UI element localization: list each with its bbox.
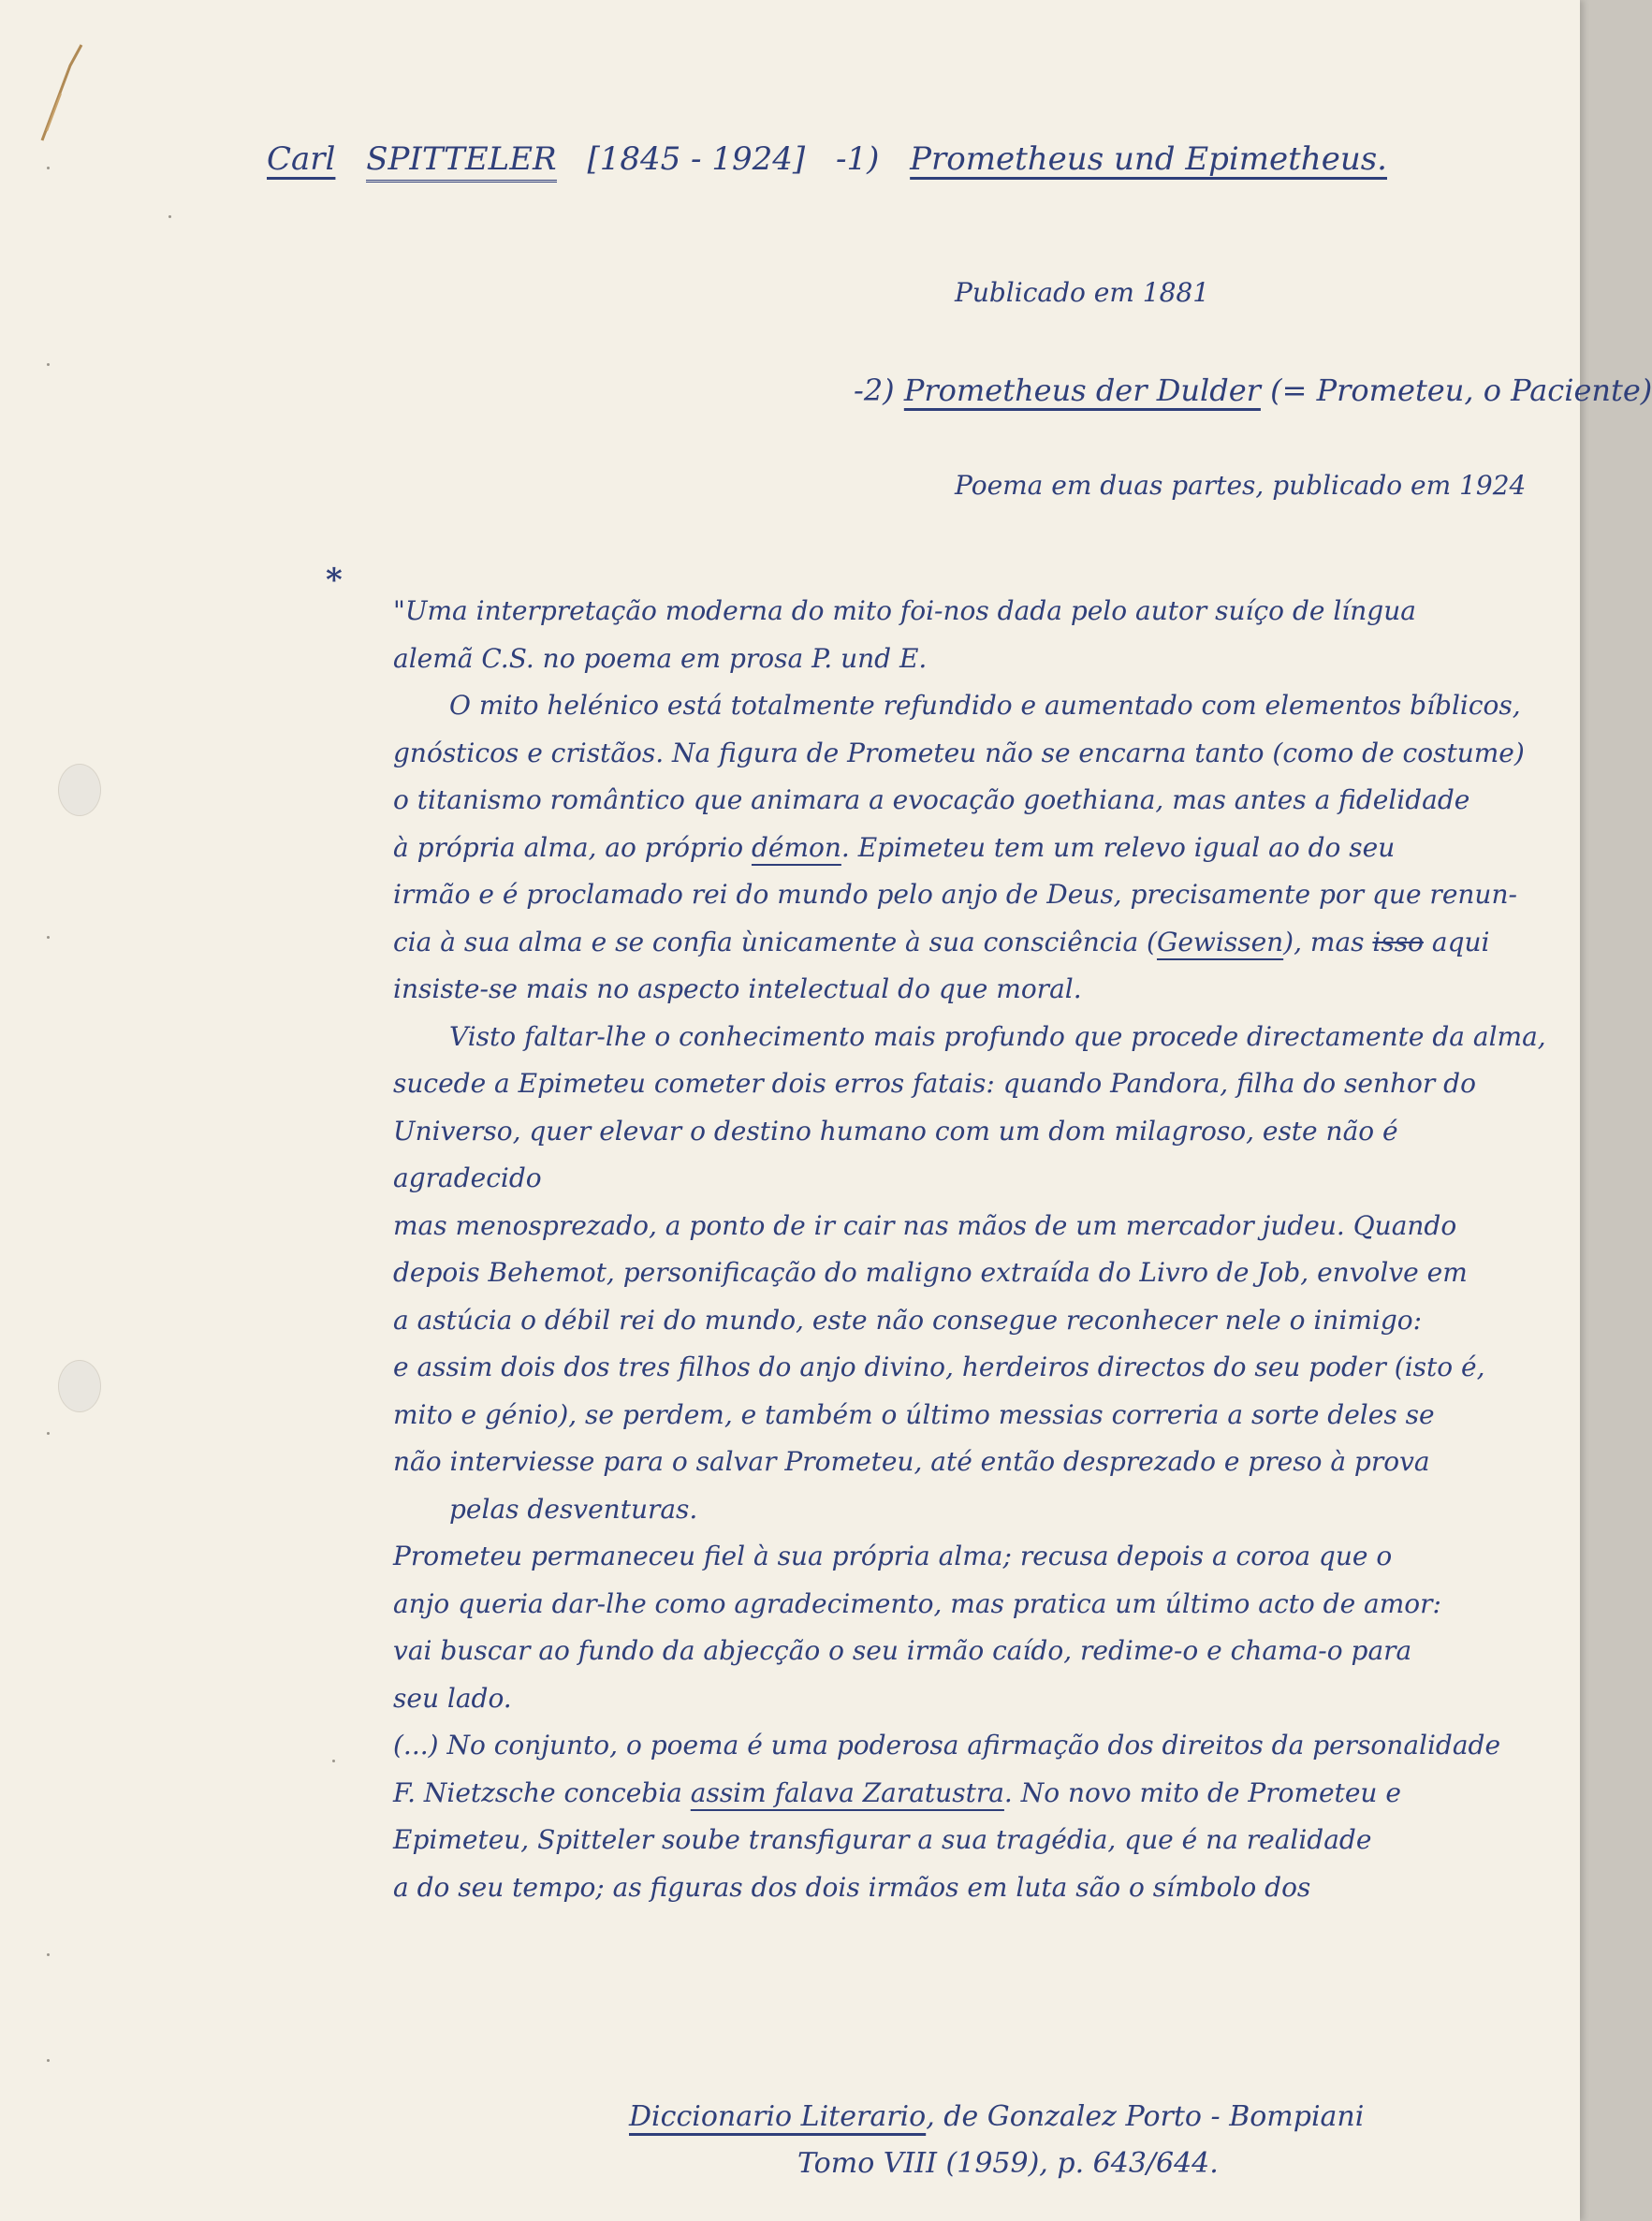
- item-2-translation: (= Prometeu, o Paciente): [1270, 373, 1652, 408]
- quote-text: à própria alma, ao próprio: [393, 831, 752, 863]
- item-2-marker: -2): [854, 373, 895, 408]
- quote-line: depois Behemot, personificação do maligno extraída do Livro de Job, envolve em: [393, 1257, 1468, 1288]
- quote-line: Universo, quer elevar o destino humano com um dom milagroso, este não é agradecido: [393, 1115, 1398, 1193]
- paper-speck: [332, 1760, 335, 1762]
- paper-speck: [47, 167, 50, 169]
- paper-speck: [47, 363, 50, 366]
- quote-line: mas menosprezado, a ponto de ir cair nas mãos de um mercador judeu. Quando: [393, 1209, 1457, 1241]
- quote-text: ), mas: [1283, 926, 1373, 957]
- paper-speck: [47, 936, 50, 939]
- quote-line: [393, 825, 1554, 872]
- item-2-note: Poema em duas partes, publicado em 1924: [955, 470, 1527, 501]
- quote-line: insiste-se mais no aspecto intelectual do que moral.: [393, 973, 1082, 1004]
- quote-line: "Uma interpretação moderna do mito foi-nos dada pelo autor suíço de língua: [393, 595, 1416, 626]
- paper-speck: [47, 2059, 50, 2062]
- quote-text: cia à sua alma e se confia ùnicamente à sua consciência (: [393, 926, 1157, 957]
- quote-body: [393, 588, 1554, 1911]
- quote-line: anjo queria dar-lhe como agradecimento, mas pratica um último acto de amor:: [393, 1587, 1441, 1619]
- asterisk-mark: *: [326, 562, 343, 599]
- item-2-title: Prometheus der Dulder: [903, 373, 1261, 408]
- underlined-title: assim falava Zaratustra: [690, 1776, 1004, 1808]
- quote-line: mito e génio), se perdem, e também o último messias correria a sorte deles se: [393, 1398, 1435, 1430]
- quote-line: vai buscar ao fundo da abjecção o seu irmão caído, redime-o e chama-o para: [393, 1635, 1412, 1666]
- quote-line: Visto faltar-lhe o conhecimento mais profundo que procede directamente da alma,: [449, 1020, 1546, 1052]
- quote-line: O mito helénico está totalmente refundido e aumentado com elementos bíblicos,: [449, 690, 1521, 721]
- quote-line: [393, 1770, 1554, 1818]
- quote-line: irmão e é proclamado rei do mundo pelo anjo de Deus, precisamente por que renun-: [393, 879, 1517, 910]
- quote-line: alemã C.S. no poema em prosa P. und E.: [393, 642, 928, 674]
- quote-line: não interviesse para o salvar Prometeu, até então desprezado e preso à prova: [393, 1446, 1430, 1477]
- quote-line: a astúcia o débil rei do mundo, este não consegue reconhecer nele o inimigo:: [393, 1304, 1423, 1336]
- heading-row: [267, 140, 1408, 183]
- source-line-1: [629, 2100, 1364, 2133]
- quote-text: . Epimeteu tem um relevo igual ao do seu: [841, 831, 1396, 863]
- punch-hole-top: [58, 764, 101, 816]
- item-1-marker: -1): [835, 140, 880, 178]
- torn-corner-mark: [33, 37, 89, 150]
- punch-hole-bottom: [58, 1360, 101, 1412]
- quote-line: gnósticos e cristãos. Na figura de Prometeu não se encarna tanto (como de costume): [393, 737, 1525, 768]
- source-title: Diccionario Literario: [629, 2100, 927, 2133]
- quote-line: seu lado.: [393, 1682, 512, 1714]
- item-1-note: Publicado em 1881: [955, 277, 1210, 308]
- quote-line: pelas desventuras.: [449, 1493, 698, 1525]
- quote-line: Epimeteu, Spitteler soube transfigurar a sua tragédia, que é na realidade: [393, 1824, 1372, 1855]
- item-1-title: Prometheus und Epimetheus.: [910, 140, 1387, 178]
- quote-line: sucede a Epimeteu cometer dois erros fatais: quando Pandora, filha do senhor do: [393, 1068, 1476, 1099]
- quote-line: e assim dois dos tres filhos do anjo divino, herdeiros directos do seu poder (isto é,: [393, 1352, 1485, 1382]
- quote-line: a do seu tempo; as figuras dos dois irmãos em luta são o símbolo dos: [393, 1871, 1311, 1903]
- underlined-word: Gewissen: [1156, 926, 1284, 957]
- paper-speck: [47, 1432, 50, 1435]
- quote-line: [393, 919, 1554, 967]
- quote-line: (...) No conjunto, o poema é uma poderosa afirmação dos direitos da personalidade: [393, 1730, 1501, 1761]
- struck-word: isso: [1372, 926, 1424, 957]
- author-surname: SPITTELER: [366, 140, 556, 183]
- item-2-row: [854, 373, 1652, 408]
- quote-text: F. Nietzsche concebia: [393, 1776, 691, 1808]
- quote-line: Prometeu permaneceu fiel à sua própria alma; recusa depois a coroa que o: [393, 1541, 1393, 1571]
- source-line-2: Tomo VIII (1959), p. 643/644.: [797, 2147, 1219, 2180]
- quote-text: . No novo mito de Prometeu e: [1003, 1776, 1401, 1808]
- paper-speck: [168, 215, 171, 218]
- underlined-word: démon: [751, 831, 841, 863]
- quote-line: o titanismo romântico que animara a evocação goethiana, mas antes a fidelidade: [393, 784, 1470, 815]
- source-publisher: , de Gonzalez Porto - Bompiani: [926, 2100, 1365, 2133]
- author-first-name: Carl: [267, 140, 336, 178]
- paper-speck: [47, 1953, 50, 1956]
- author-dates: [1845 - 1924]: [587, 140, 806, 178]
- quote-text: aqui: [1423, 926, 1490, 957]
